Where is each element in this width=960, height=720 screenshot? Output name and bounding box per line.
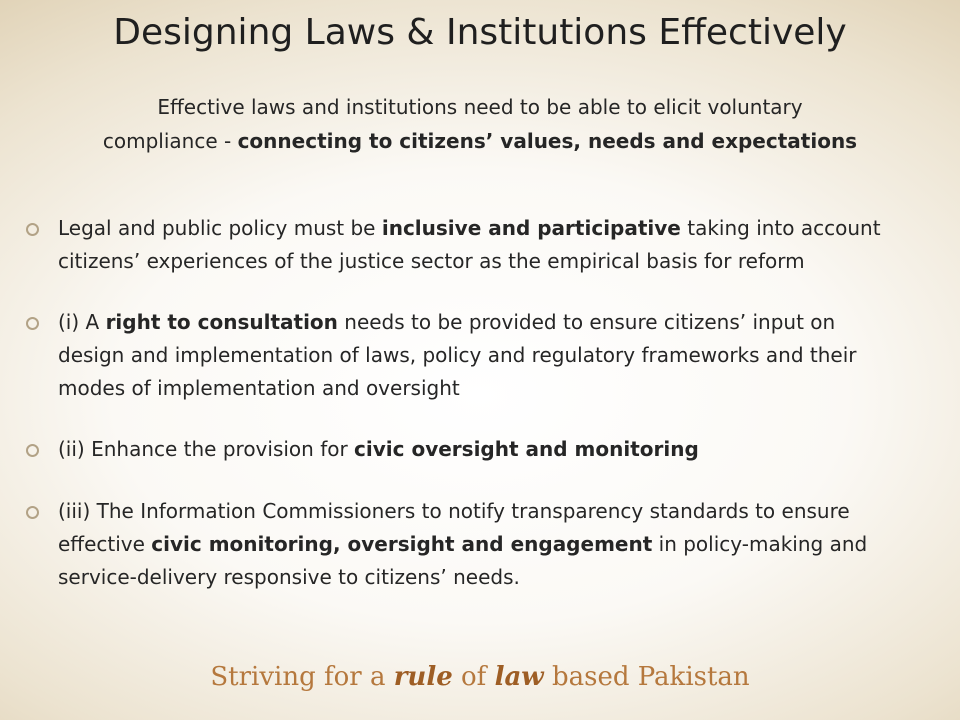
circle-bullet-icon [26, 223, 39, 236]
circle-bullet-icon [26, 444, 39, 457]
footer-tagline [0, 662, 960, 692]
subtitle-line-2-emphasis: connecting to citizens’ values, needs and expectations [237, 129, 858, 153]
bullet-emphasis: civic oversight and monitoring [354, 437, 699, 461]
bullet-text: needs to be provided to ensure citizens’ input on design and implementation of laws, policy and regulatory frameworks and their modes of implementation and oversight [58, 310, 857, 400]
bullet-text: in policy-making and service-delivery responsive to citizens’ needs. [58, 532, 868, 589]
bullet-item [26, 495, 906, 594]
footer-emphasis: rule [393, 662, 453, 692]
circle-bullet-icon [26, 317, 39, 330]
bullet-emphasis: civic monitoring, oversight and engagement [151, 532, 653, 556]
bullet-item [26, 212, 906, 278]
bullet-item [26, 306, 906, 405]
footer-text: Striving for a [210, 662, 394, 692]
circle-bullet-icon [26, 506, 39, 519]
subtitle-line-2-prefix: compliance - [102, 129, 238, 153]
bullet-text: taking into account citizens’ experiences of the justice sector as the empirical basis for reform [58, 216, 881, 273]
bullet-emphasis: right to consultation [105, 310, 338, 334]
footer-text: of [452, 662, 495, 692]
subtitle-line-1: Effective laws and institutions need to be able to elicit voluntary [157, 95, 803, 119]
bullet-list [26, 212, 906, 594]
bullet-item [26, 433, 906, 466]
slide-title: Designing Laws & Institutions Effectively [113, 12, 847, 53]
bullet-text: (i) A [58, 310, 106, 334]
bullet-text: (ii) Enhance the provision for [58, 437, 355, 461]
slide-subtitle [40, 90, 920, 158]
footer-emphasis: law [494, 662, 544, 692]
subtitle-line-2 [40, 124, 920, 158]
bullet-text: (iii) The Information Commissioners to notify transparency standards to ensure effective [58, 499, 850, 556]
bullet-emphasis: inclusive and participative [381, 216, 681, 240]
footer-text: based Pakistan [543, 662, 750, 692]
bullet-text: Legal and public policy must be [58, 216, 382, 240]
